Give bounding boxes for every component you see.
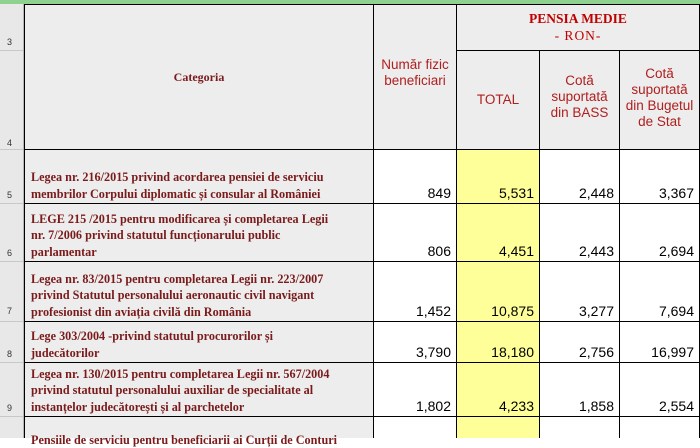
header-cota-buget[interactable] [620, 51, 700, 150]
row-6-text: LEGE 215 /2015 pentru modificarea și completarea Legii nr. 7/2006 privind statutul funcționarului public parlamentar [31, 211, 329, 259]
table-row-6-total[interactable] [457, 204, 540, 262]
row-8-bass-value: 2,756 [578, 344, 614, 360]
table-row-5-bass[interactable] [540, 150, 620, 204]
row-5-text: Legea nr. 216/2015 privind acordarea pensiei de serviciu membrilor Corpului diplomatic și consular al României [31, 170, 324, 201]
header-categoria-label: Categoria [173, 69, 225, 84]
table-row-7-numar[interactable] [374, 262, 457, 322]
row-5-bass-value: 2,448 [578, 185, 614, 201]
header-pensia-title: PENSIA MEDIE [529, 11, 627, 26]
row-9-total-value: 4,233 [498, 398, 534, 414]
row-9-bass-value: 1,858 [578, 398, 614, 414]
table-row-9-numar[interactable] [374, 363, 457, 417]
table-row-6-buget[interactable] [620, 204, 700, 262]
header-cota-buget-label: Cotă suportată din Bugetul de Stat [625, 66, 694, 129]
table-row-9-category[interactable] [24, 363, 374, 417]
table-row-10-total[interactable] [457, 417, 540, 438]
row-5-buget-value: 3,367 [658, 185, 694, 201]
row-9-buget-value: 2,554 [658, 398, 694, 414]
row-number-6[interactable]: 6 [7, 248, 13, 258]
header-pensia-unit: - RON- [554, 28, 602, 43]
table-row-6-category[interactable] [24, 204, 374, 262]
row-8-text: Lege 303/2004 -privind statutul procurorilor și judecătorilor [31, 329, 274, 360]
row-number-5[interactable]: 5 [7, 190, 13, 200]
row-10-text: Pensiile de serviciu pentru beneficiarii ai Curții de Conturi [31, 433, 338, 447]
row-separator [0, 50, 23, 51]
table-row-10-numar[interactable] [374, 417, 457, 438]
row-separator [0, 203, 23, 204]
header-cota-bass-label: Cotă suportată din BASS [550, 73, 609, 120]
header-total[interactable] [457, 51, 540, 150]
table-row-7-total[interactable] [457, 262, 540, 322]
row-separator [0, 416, 23, 417]
table-row-6-numar[interactable] [374, 204, 457, 262]
table-row-8-buget[interactable] [620, 322, 700, 363]
row-8-total-value: 18,180 [491, 344, 534, 360]
table-row-10-category[interactable] [24, 417, 374, 447]
table-row-6-bass[interactable] [540, 204, 620, 262]
row-number-8[interactable]: 8 [7, 349, 13, 359]
table-row-8-category[interactable] [24, 322, 374, 363]
row-7-total-value: 10,875 [491, 303, 534, 319]
row-5-numar-value: 849 [427, 185, 451, 201]
row-7-bass-value: 3,277 [578, 303, 614, 319]
row-9-text: Legea nr. 130/2015 pentru completarea Legii nr. 567/2004 privind statutul personalului auxiliar de specialitate al instanțelor judecătorești și al parchetelor [31, 366, 330, 414]
row-number-3[interactable]: 3 [7, 37, 13, 47]
table-row-7-bass[interactable] [540, 262, 620, 322]
table-row-8-bass[interactable] [540, 322, 620, 363]
row-7-numar-value: 1,452 [415, 303, 451, 319]
row-number-4[interactable]: 4 [7, 138, 13, 148]
table-row-9-bass[interactable] [540, 363, 620, 417]
header-numar-label: Număr fizic beneficiari [381, 57, 449, 88]
table-row-5-total[interactable] [457, 150, 540, 204]
table-row-5-buget[interactable] [620, 150, 700, 204]
row-7-text: Legea nr. 83/2015 pentru completarea Legii nr. 223/2007 privind Statutul personalului aeronautic civil navigant profesionist din aviația civilă din România [31, 271, 324, 319]
table-row-7-category[interactable] [24, 262, 374, 322]
row-6-numar-value: 806 [427, 243, 451, 259]
row-9-numar-value: 1,802 [415, 398, 451, 414]
row-6-bass-value: 2,443 [578, 243, 614, 259]
row-header-column[interactable] [0, 4, 24, 438]
row-5-total-value: 5,531 [498, 185, 534, 201]
header-total-label: TOTAL [476, 92, 520, 107]
table-row-7-buget[interactable] [620, 262, 700, 322]
row-separator [0, 321, 23, 322]
table-row-5-category[interactable] [24, 150, 374, 204]
table-row-10-buget[interactable] [620, 417, 700, 438]
row-7-buget-value: 7,694 [658, 303, 694, 319]
header-pensia-medie[interactable] [457, 4, 700, 51]
row-8-buget-value: 16,997 [651, 344, 694, 360]
row-6-buget-value: 2,694 [658, 243, 694, 259]
table-row-5-numar[interactable] [374, 150, 457, 204]
table-row-8-total[interactable] [457, 322, 540, 363]
row-number-7[interactable]: 7 [7, 306, 13, 316]
row-6-total-value: 4,451 [498, 243, 534, 259]
table-row-8-numar[interactable] [374, 322, 457, 363]
row-separator [0, 149, 23, 150]
header-numar-beneficiari[interactable] [374, 4, 457, 150]
header-cota-bass[interactable] [540, 51, 620, 150]
table-row-9-buget[interactable] [620, 363, 700, 417]
row-8-numar-value: 3,790 [415, 344, 451, 360]
header-categoria[interactable] [24, 4, 374, 150]
row-number-9[interactable]: 9 [7, 403, 13, 413]
row-separator [0, 261, 23, 262]
table-row-9-total[interactable] [457, 363, 540, 417]
row-separator [0, 362, 23, 363]
table-row-10-bass[interactable] [540, 417, 620, 438]
